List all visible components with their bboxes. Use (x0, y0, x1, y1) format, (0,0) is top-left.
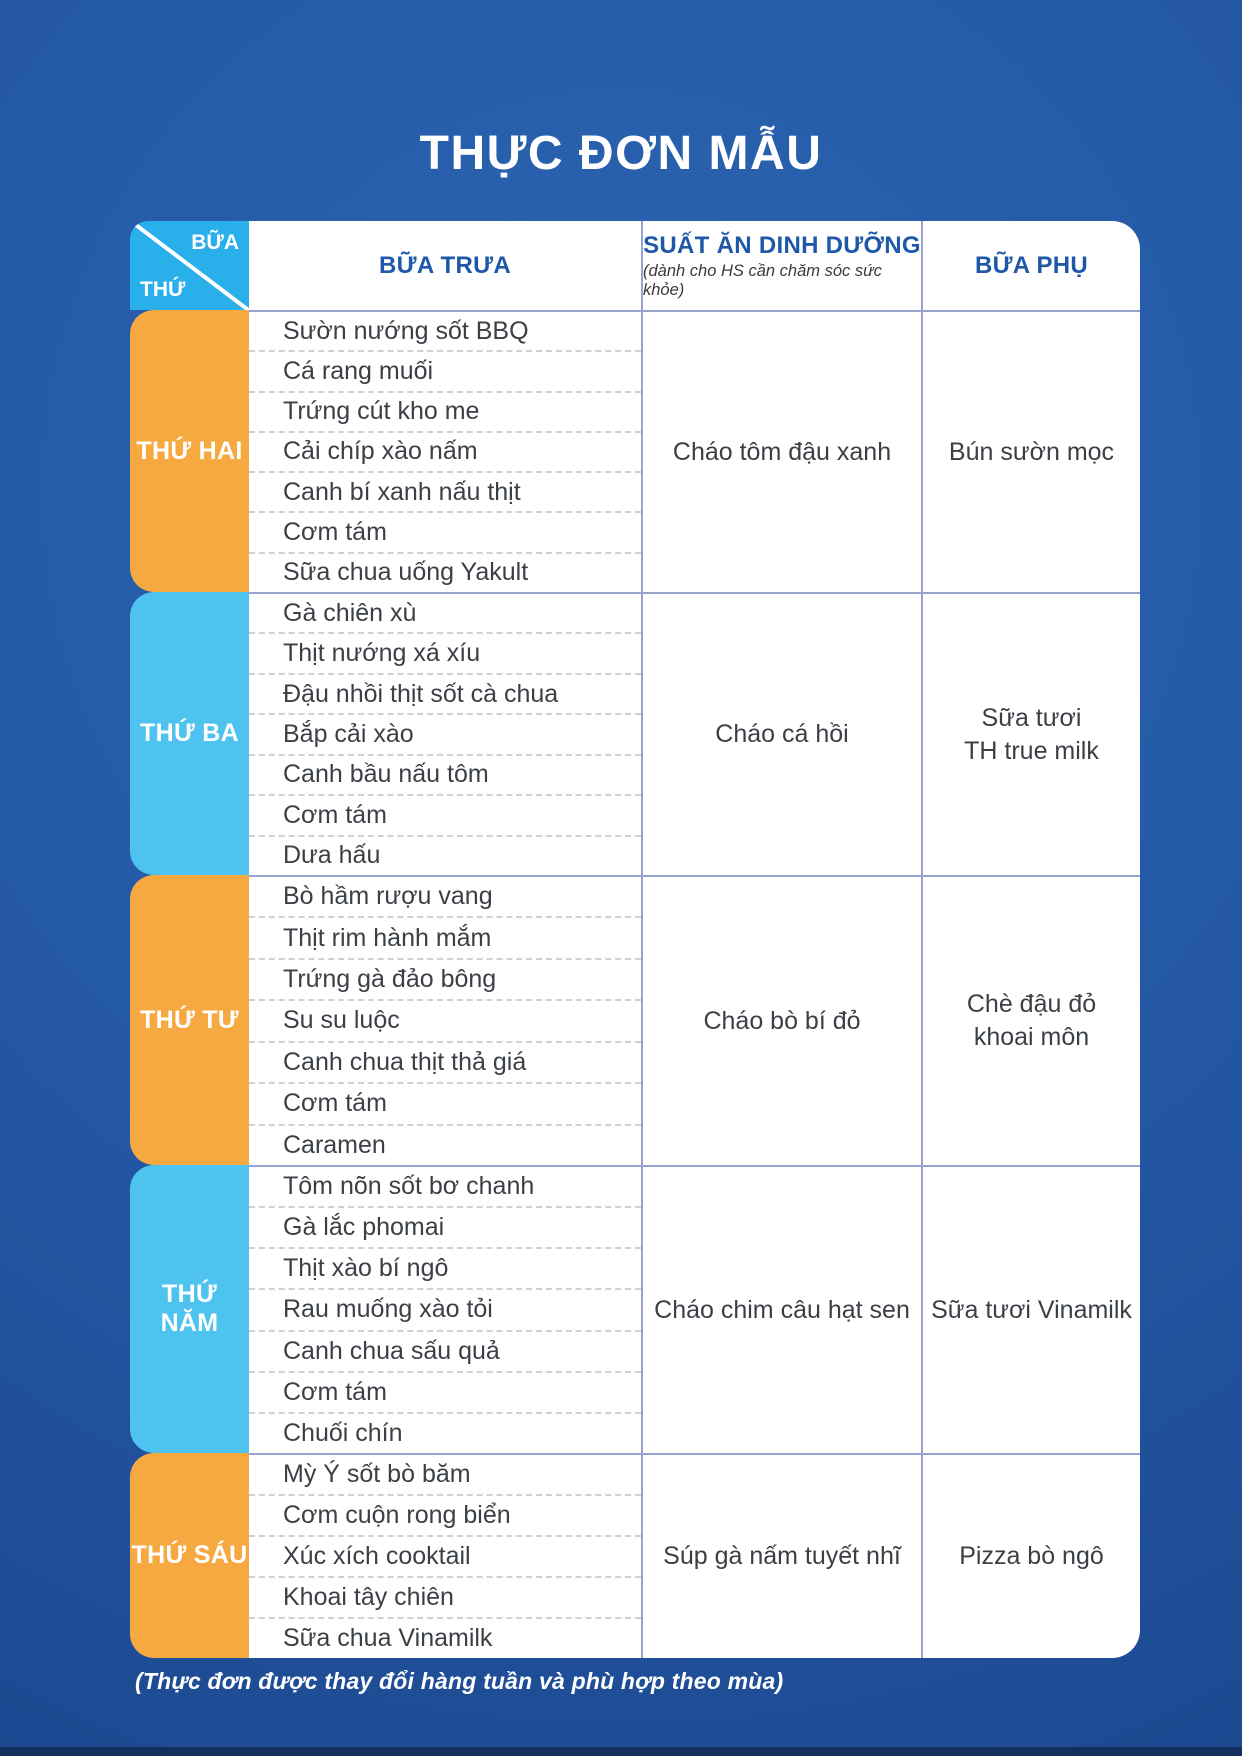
snack-cell (923, 1455, 1140, 1658)
snack-text: Sữa tươi (981, 703, 1082, 732)
lunch-item: Canh chua sấu quả (249, 1332, 641, 1373)
lunch-item: Sữa chua Vinamilk (283, 1624, 493, 1652)
lunch-item: Bắp cải xào (249, 715, 641, 755)
column-header-label: BỮA PHỤ (974, 251, 1089, 279)
day-row-content (249, 310, 1140, 592)
snack-text: Pizza bò ngô (959, 1542, 1104, 1570)
lunch-item: Canh bầu nấu tôm (249, 756, 641, 796)
column-header-snack (923, 221, 1140, 310)
lunch-item: Canh bí xanh nấu thịt (249, 473, 641, 513)
footer-note: (Thực đơn được thay đổi hàng tuần và phù hợp theo mùa) (135, 1668, 784, 1694)
lunch-item: Sữa chua uống Yakult (283, 558, 529, 587)
day-label-block (130, 310, 249, 592)
table-header-row (249, 221, 1140, 310)
day-row-content (249, 1165, 1140, 1453)
lunch-cell (249, 877, 643, 1165)
lunch-item: Su su luộc (249, 1001, 641, 1042)
day-label: THỨ NĂM (160, 1280, 219, 1337)
column-header-sublabel: (dành cho HS cần chăm sóc sức khỏe) (643, 261, 882, 299)
lunch-cell (249, 312, 643, 592)
day-row-5 (130, 1453, 1140, 1658)
lunch-item: Trứng gà đảo bông (249, 960, 641, 1001)
column-header-label: SUẤT ĂN DINH DƯỠNG (643, 231, 921, 259)
lunch-item: Dưa hấu (283, 841, 381, 870)
column-header-label: BỮA TRƯA (379, 251, 511, 279)
lunch-item: Thịt rim hành mắm (249, 918, 641, 959)
lunch-item: Cơm tám (249, 796, 641, 836)
day-label-block (130, 1453, 249, 1658)
day-label: THỨ TƯ (140, 1005, 239, 1034)
lunch-item: Bò hầm rượu vang (249, 877, 641, 918)
menu-table (130, 221, 1140, 1658)
snack-cell (923, 1167, 1140, 1453)
lunch-item: Sườn nướng sốt BBQ (249, 312, 641, 352)
nutrition-text: Súp gà nấm tuyết nhĩ (663, 1542, 901, 1570)
lunch-item: Trứng cút kho me (249, 393, 641, 433)
day-label-block (130, 592, 249, 875)
lunch-item: Gà lắc phomai (249, 1208, 641, 1249)
lunch-item: Cơm tám (249, 1373, 641, 1414)
snack-text: TH true milk (964, 736, 1099, 765)
lunch-item: Cải chíp xào nấm (249, 433, 641, 473)
snack-text: Sữa tươi Vinamilk (931, 1295, 1132, 1324)
nutrition-cell (643, 1167, 923, 1453)
nutrition-text: Cháo tôm đậu xanh (672, 437, 892, 466)
bottom-strip (0, 1747, 1242, 1756)
corner-cell (130, 221, 249, 310)
lunch-item: Chuối chín (283, 1418, 403, 1447)
lunch-item: Thịt nướng xá xíu (249, 634, 641, 674)
day-label: THỨ BA (140, 719, 239, 747)
snack-text: Chè đậu đỏ (966, 990, 1097, 1018)
lunch-item: Rau muống xào tỏi (249, 1290, 641, 1331)
nutrition-text: Cháo chim câu hạt sen (654, 1295, 910, 1324)
day-row-content (249, 1453, 1140, 1658)
nutrition-text: Cháo cá hồi (715, 720, 849, 748)
lunch-item: Caramen (283, 1130, 386, 1159)
day-row-4 (130, 1165, 1140, 1453)
corner-label-meal: BỮA (191, 231, 239, 254)
day-label: THỨ SÁU (131, 1541, 248, 1569)
nutrition-cell (643, 1455, 923, 1658)
lunch-item: Thịt xào bí ngô (249, 1249, 641, 1290)
lunch-item: Khoai tây chiên (249, 1578, 641, 1619)
snack-cell (923, 877, 1140, 1165)
day-label-block (130, 1165, 249, 1453)
lunch-item: Xúc xích cooktail (249, 1537, 641, 1578)
lunch-item: Tôm nõn sốt bơ chanh (249, 1167, 641, 1208)
snack-cell (923, 594, 1140, 875)
nutrition-text: Cháo bò bí đỏ (703, 1006, 861, 1035)
lunch-item: Cơm cuộn rong biển (249, 1496, 641, 1537)
column-header-nutrition (643, 221, 923, 310)
lunch-cell (249, 1167, 643, 1453)
lunch-item: Cá rang muối (249, 352, 641, 392)
lunch-item: Gà chiên xù (249, 594, 641, 634)
nutrition-cell (643, 877, 923, 1165)
lunch-item: Cơm tám (249, 513, 641, 553)
page-title: THỰC ĐƠN MẪU (419, 127, 823, 180)
day-row-2 (130, 592, 1140, 875)
day-row-1 (130, 310, 1140, 592)
lunch-cell (249, 1455, 643, 1658)
day-label-block (130, 875, 249, 1165)
lunch-item: Mỳ Ý sốt bò băm (249, 1455, 641, 1496)
snack-text: khoai môn (973, 1023, 1090, 1051)
day-row-3 (130, 875, 1140, 1165)
lunch-item: Canh chua thịt thả giá (249, 1043, 641, 1084)
snack-text: Bún sườn mọc (948, 437, 1115, 466)
snack-cell (923, 312, 1140, 592)
day-label: THỨ HAI (136, 436, 243, 465)
nutrition-cell (643, 594, 923, 875)
corner-label-day: THỨ (140, 278, 186, 301)
table-body (130, 310, 1140, 1658)
lunch-cell (249, 594, 643, 875)
day-row-content (249, 875, 1140, 1165)
lunch-item: Đậu nhồi thịt sốt cà chua (249, 675, 641, 715)
day-row-content (249, 592, 1140, 875)
column-header-lunch (249, 221, 643, 310)
nutrition-cell (643, 312, 923, 592)
lunch-item: Cơm tám (249, 1084, 641, 1125)
